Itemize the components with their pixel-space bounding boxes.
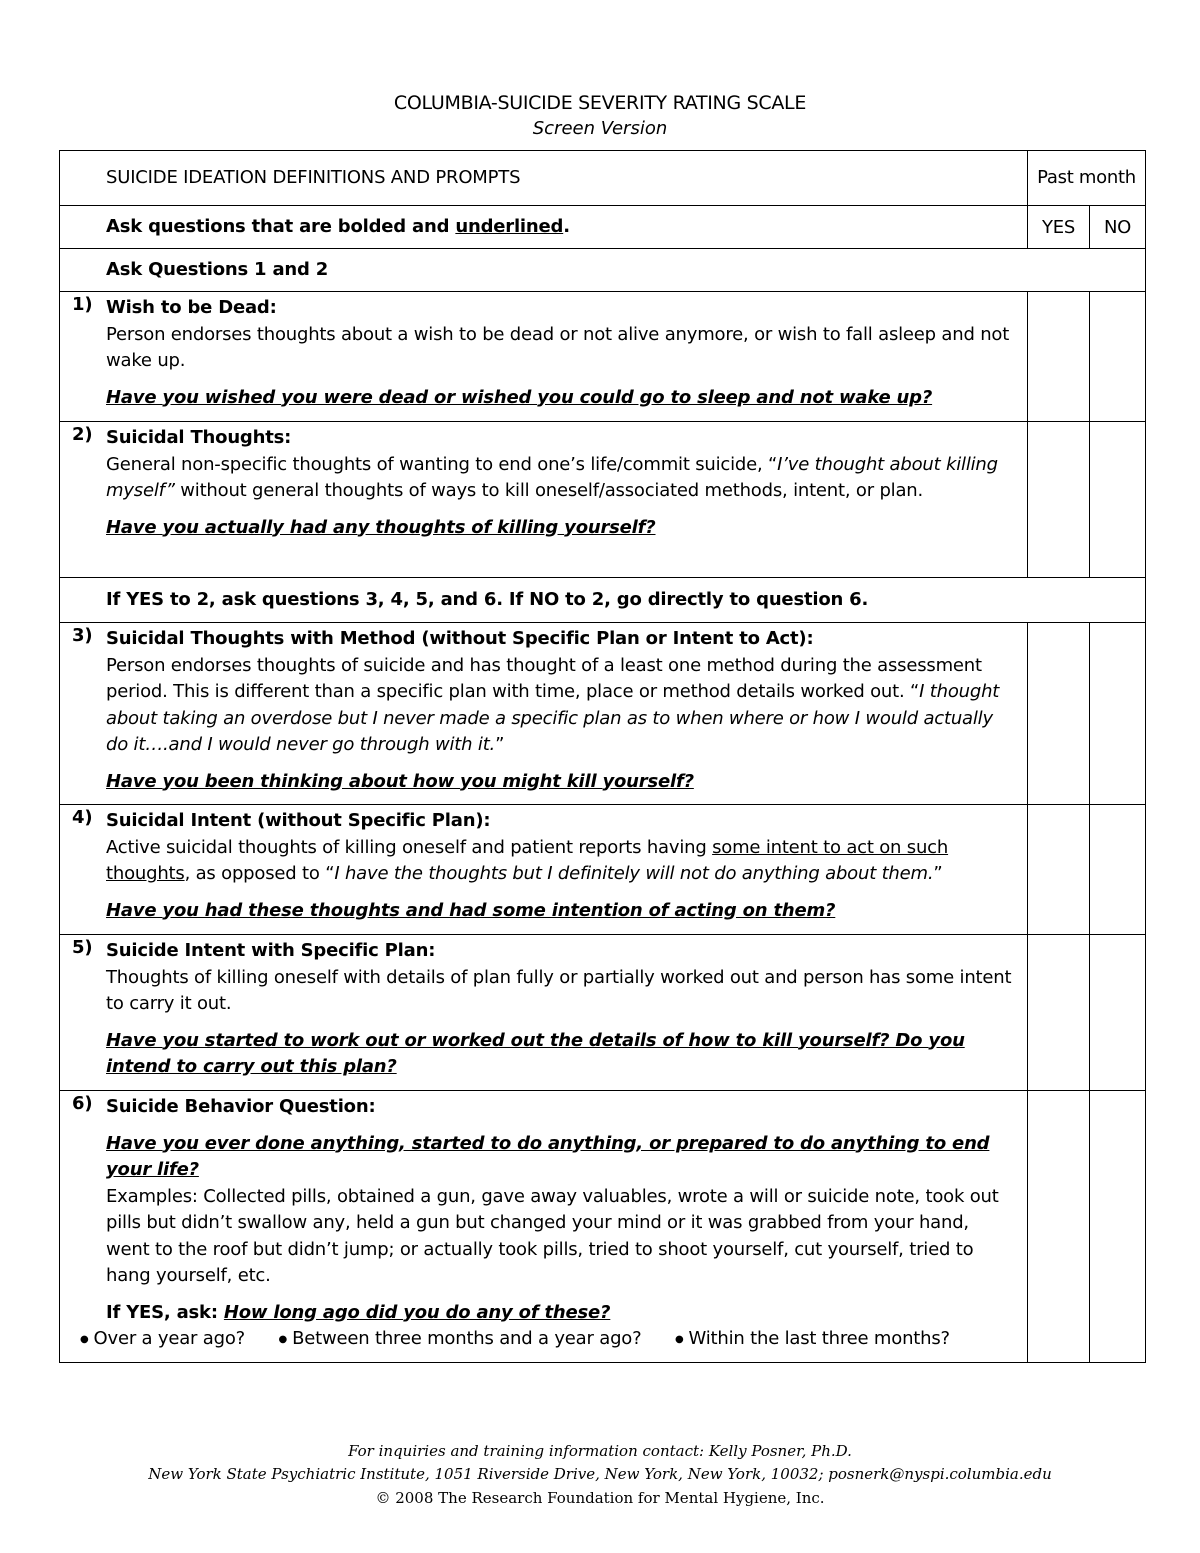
question-prompt: Have you ever done anything, started to do anything, or prepared to do anything to end your life? (106, 1132, 990, 1180)
bullet-icon: ● (80, 1334, 89, 1345)
form-subtitle: Screen Version (532, 118, 668, 139)
footer-copyright: © 2008 The Research Foundation for Mental Hygiene, Inc. (375, 1489, 825, 1507)
yes-checkbox-q4[interactable] (1028, 805, 1090, 935)
behavior-examples: Examples: Collected pills, obtained a gun, gave away valuables, wrote a will or suicide note, took out pills but didn’t swallow any, held a gun but changed your mind or it was grabbed from your hand, went to the roof but didn’t jump; or actually took pills, tried to shoot yourself, cut yourself, tried to hang yourself, etc. (106, 1185, 999, 1286)
yes-checkbox-q1[interactable] (1028, 292, 1090, 422)
yes-column-header: YES (1028, 206, 1090, 249)
timeframe-options (80, 1326, 1015, 1355)
footer-contact: For inquiries and training information contact: Kelly Posner, Ph.D. (348, 1442, 852, 1460)
question-prompt: Have you actually had any thoughts of killing yourself? (106, 516, 656, 538)
question-row-6 (60, 1091, 1146, 1363)
ask-q12-text: Ask Questions 1 and 2 (106, 258, 329, 280)
footer-address: New York State Psychiatric Institute, 1051 Riverside Drive, New York, New York, 10032; posnerk@nyspi.columbia.edu (148, 1465, 1052, 1483)
question-row-4 (60, 805, 1146, 935)
branching-instruction: If YES to 2, ask questions 3, 4, 5, and 6. If NO to 2, go directly to question 6. (106, 588, 869, 610)
ask-q12-row (60, 249, 1146, 292)
no-checkbox-q3[interactable] (1090, 623, 1146, 805)
question-definition: General non-specific thoughts of wanting to end one’s life/commit suicide, “I’ve thought about killing myself” without general thoughts of ways to kill oneself/associated methods, intent, or plan. (106, 453, 998, 501)
form-title: COLUMBIA-SUICIDE SEVERITY RATING SCALE (393, 92, 807, 114)
if-yes-row (60, 578, 1146, 623)
no-checkbox-q5[interactable] (1090, 935, 1146, 1091)
no-column-header: NO (1090, 206, 1146, 249)
followup-line: If YES, ask: How long ago did you do any of these? (106, 1301, 611, 1323)
no-checkbox-q4[interactable] (1090, 805, 1146, 935)
question-title: Suicide Intent with Specific Plan: (106, 940, 436, 961)
no-checkbox-q1[interactable] (1090, 292, 1146, 422)
question-prompt: Have you wished you were dead or wished you could go to sleep and not wake up? (106, 386, 933, 408)
question-row-5 (60, 935, 1146, 1091)
question-title: Suicide Behavior Question: (106, 1096, 376, 1117)
question-prompt: Have you been thinking about how you might kill yourself? (106, 770, 694, 792)
question-title: Suicidal Thoughts: (106, 427, 292, 448)
instructions-row (60, 206, 1146, 249)
question-definition: Person endorses thoughts about a wish to be dead or not alive anymore, or wish to fall asleep and not wake up. (106, 323, 1010, 371)
question-row-2 (60, 422, 1146, 578)
instructions-text: Ask questions that are bolded and underlined. (106, 215, 570, 237)
yes-checkbox-q6[interactable] (1028, 1091, 1090, 1363)
table-header-label: SUICIDE IDEATION DEFINITIONS AND PROMPTS (106, 166, 521, 188)
table-header-row (60, 151, 1146, 206)
yes-checkbox-q5[interactable] (1028, 935, 1090, 1091)
timeframe-option[interactable]: ● Between three months and a year ago? (278, 1328, 642, 1349)
yes-checkbox-q2[interactable] (1028, 422, 1090, 578)
bullet-icon: ● (278, 1334, 288, 1345)
question-number: 1) (72, 294, 93, 315)
timeframe-option[interactable]: ● Within the last three months? (675, 1328, 950, 1349)
question-number: 3) (72, 625, 93, 646)
question-title: Wish to be Dead: (106, 297, 277, 318)
yes-checkbox-q3[interactable] (1028, 623, 1090, 805)
question-number: 5) (72, 937, 93, 958)
question-title: Suicidal Intent (without Specific Plan): (106, 810, 491, 831)
question-row-1 (60, 292, 1146, 422)
question-definition: Thoughts of killing oneself with details of plan fully or partially worked out and person has some intent to carry it out. (106, 966, 1012, 1014)
past-month-header: Past month (1028, 151, 1146, 206)
ideation-table (59, 150, 1146, 1363)
question-number: 2) (72, 424, 93, 445)
question-prompt: Have you started to work out or worked out the details of how to kill yourself? Do you intend to carry out this plan? (106, 1029, 965, 1077)
question-prompt: Have you had these thoughts and had some intention of acting on them? (106, 899, 836, 921)
question-definition: Active suicidal thoughts of killing oneself and patient reports having some intent to act on such thoughts, as opposed to “I have the thoughts but I definitely will not do anything about them.” (106, 836, 949, 884)
no-checkbox-q2[interactable] (1090, 422, 1146, 578)
question-number: 6) (72, 1093, 93, 1114)
no-checkbox-q6[interactable] (1090, 1091, 1146, 1363)
bullet-icon: ● (675, 1334, 684, 1345)
question-number: 4) (72, 807, 93, 828)
timeframe-option[interactable]: ● Over a year ago? (80, 1328, 246, 1349)
question-title: Suicidal Thoughts with Method (without Specific Plan or Intent to Act): (106, 628, 814, 649)
question-row-3 (60, 623, 1146, 805)
question-definition: Person endorses thoughts of suicide and has thought of a least one method during the assessment period. This is different than a specific plan with time, place or method details worked out. “I thought about taking an overdose but I never made a specific plan as to when where or how I would actually do it….and I would never go through with it.” (106, 654, 1000, 755)
